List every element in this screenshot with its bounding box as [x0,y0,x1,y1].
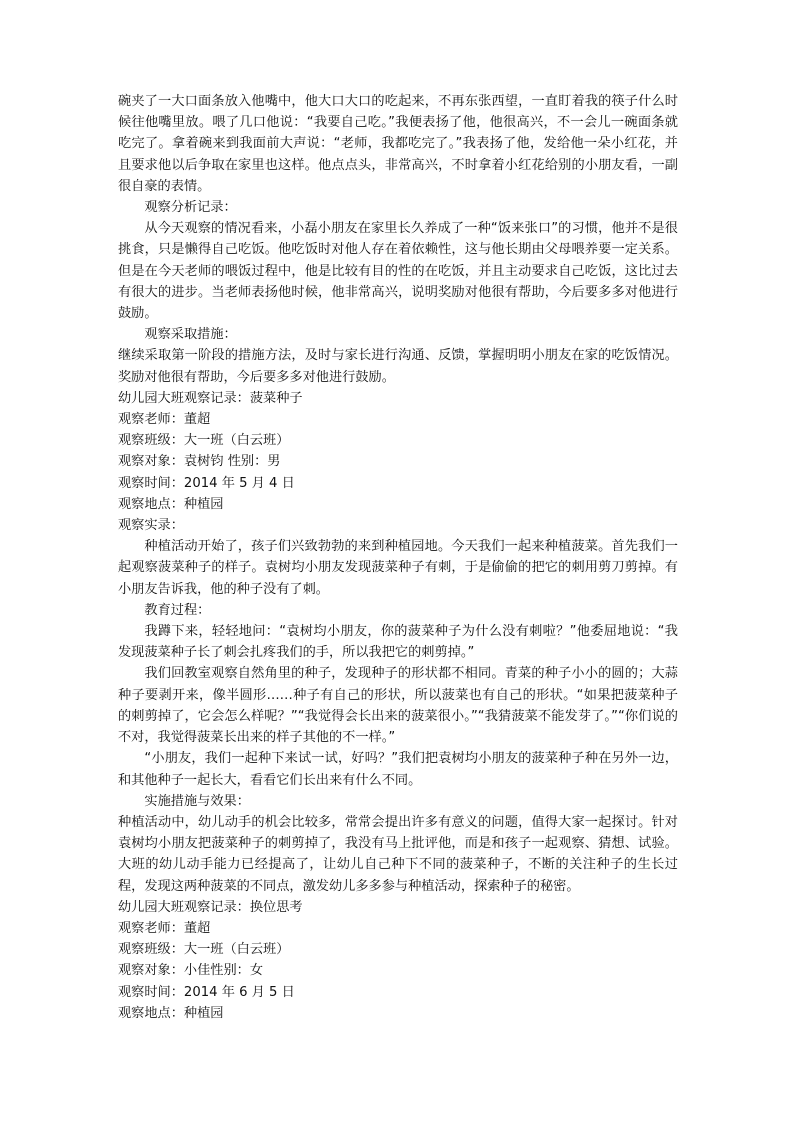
record-title-spinach-seeds: 幼儿园大班观察记录：菠菜种子 [118,390,303,406]
record-time: 观察时间：2014 年 5 月 4 日 [118,475,295,491]
paragraph-try-planting: “小朋友，我们一起种下来试一试，好吗？”我们把袁树均小朋友的菠菜种子种在另外一边，和其他种子一起长大，看看它们长出来有什么不同。 [118,751,678,788]
record-location-2: 观察地点：种植园 [118,1005,224,1021]
document-page [118,91,678,1024]
heading-observation-analysis: 观察分析记录： [144,200,237,216]
record-teacher: 观察老师：董超 [118,412,211,428]
paragraph-classroom-observation: 我们回教室观察自然角里的种子，发现种子的形状都不相同。青菜的种子小小的圆的；大蒜种子要剥开来，像半圆形……种子有自己的形状，所以菠菜也有自己的形状。“如果把菠菜种子的刺剪掉了，它会怎么样呢？”“我觉得会长出来的菠菜很小。”“我猜菠菜不能发芽了。”“你们说的不对，我觉得菠菜长出来的样子其他的不一样。” [118,666,678,746]
paragraph-implementation: 种植活动中，幼儿动手的机会比较多，常常会提出许多有意义的问题，值得大家一起探讨。针对袁树均小朋友把菠菜种子的刺剪掉了，我没有马上批评他，而是和孩子一起观察、猜想、试验。大班的幼儿动手能力已经提高了，让幼儿自己种下不同的菠菜种子，不断的关注种子的生长过程，发现这两种菠菜的不同点，激发幼儿多多参与种植活动，探索种子的秘密。 [118,814,678,894]
paragraph-planting-activity: 种植活动开始了，孩子们兴致勃勃的来到种植园地。今天我们一起来种植菠菜。首先我们一起观察菠菜种子的样子。袁树均小朋友发现菠菜种子有刺，于是偷偷的把它的刺用剪刀剪掉。有小朋友告诉我，他的种子没有了刺。 [118,539,678,597]
record-class: 观察班级：大一班（白云班） [118,433,290,449]
record-class-2: 观察班级：大一班（白云班） [118,942,290,958]
record-title-perspective: 幼儿园大班观察记录：换位思考 [118,899,303,915]
paragraph-measures: 继续采取第一阶段的措施方法，及时与家长进行沟通、反馈，掌握明明小朋友在家的吃饭情况。奖励对他很有帮助，今后要多多对他进行鼓励。 [118,348,678,385]
paragraph-observation-analysis: 从今天观察的情况看来，小磊小朋友在家里长久养成了一种“饭来张口”的习惯，他并不是很挑食，只是懒得自己吃饭。他吃饭时对他人存在着依赖性，这与他长期由父母喂养要一定关系。但是在今天老师的喂饭过程中，他是比较有目的性的在吃饭，并且主动要求自己吃饭，这比过去有很大的进步。当老师表扬他时候，他非常高兴，说明奖励对他很有帮助，今后要多多对他进行鼓励。 [118,221,678,322]
paragraph-dialogue: 我蹲下来，轻轻地问：“袁树均小朋友，你的菠菜种子为什么没有刺啦？”他委屈地说：“我发现菠菜种子长了刺会扎疼我们的手，所以我把它的刺剪掉。” [118,624,678,661]
record-location: 观察地点：种植园 [118,496,224,512]
heading-measures: 观察采取措施： [144,327,237,343]
record-teacher-2: 观察老师：董超 [118,920,211,936]
heading-observation-record: 观察实录： [118,518,184,534]
paragraph-feeding-narrative: 碗夹了一大口面条放入他嘴中，他大口大口的吃起来，不再东张西望，一直盯着我的筷子什么时候往他嘴里放。喂了几口他说：“我要自己吃。”我便表扬了他，他很高兴，不一会儿一碗面条就吃完了。拿着碗来到我面前大声说：“老师，我都吃完了。”我表扬了他，发给他一朵小红花，并且要求他以后争取在家里也这样。他点点头，非常高兴，不时拿着小红花给别的小朋友看，一副很自豪的表情。 [118,94,678,194]
record-subject-2: 观察对象：小佳性别：女 [118,963,264,979]
heading-education-process: 教育过程： [144,602,211,618]
record-subject: 观察对象：袁树钧 性别：男 [118,454,281,470]
heading-implementation: 实施措施与效果： [144,793,250,809]
record-time-2: 观察时间：2014 年 6 月 5 日 [118,984,295,1000]
